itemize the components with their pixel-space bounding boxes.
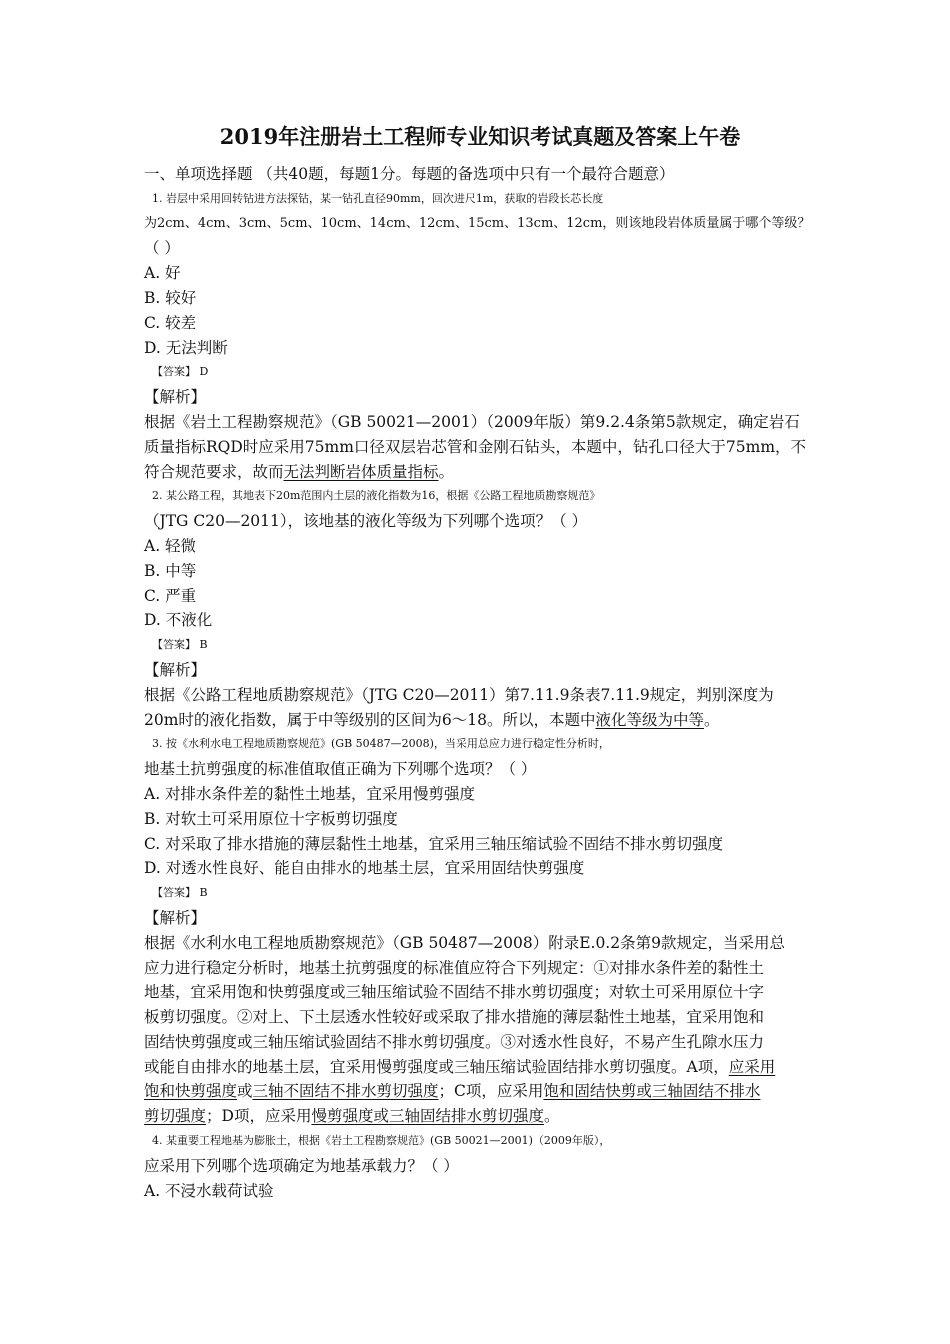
analysis-text: 符合规范要求，故而无法判断岩体质量指标。 (144, 462, 455, 481)
underlined-text: 剪切强度 (144, 1107, 207, 1126)
question-text: 应采用下列哪个选项确定为地基承载力？（ ） (144, 1156, 459, 1175)
analysis-text: 或能自由排水的地基土层，宜采用慢剪强度或三轴压缩试验固结排水剪切强度。A项，应采用 (144, 1057, 776, 1076)
question-text: 3. 按《水利水电工程地质勘察规范》(GB 50487—2008)，当采用总应力进行稳定性分析时， (152, 737, 610, 751)
option-c: C. 严重 (144, 586, 197, 605)
option-a: A. 好 (144, 264, 181, 283)
underlined-text: 饱和固结快剪或三轴固结不排水 (543, 1082, 761, 1101)
question-text: （ ） (144, 239, 180, 258)
question-1 (144, 187, 816, 485)
analysis-label: 【解析】 (144, 908, 207, 927)
analysis-text: 20m时的液化指数，属于中等级别的区间为6～18。所以，本题中液化等级为中等。 (144, 710, 720, 729)
question-text: 4. 某重要工程地基为膨胀土，根据《岩土工程勘察规范》(GB 50021—2001)（2009年版）， (152, 1134, 611, 1148)
analysis-text: 质量指标RQD时应采用75mm口径双层岩芯管和金刚石钻头，本题中，钻孔口径大于75mm，不 (144, 437, 807, 456)
option-c: C. 对采取了排水措施的薄层黏性土地基，宜采用三轴压缩试验不固结不排水剪切强度 (144, 834, 724, 853)
underlined-text: 液化等级为中等 (595, 710, 705, 729)
answer: 【答案】 D (152, 365, 209, 379)
option-b: B. 较好 (144, 288, 197, 307)
question-text: 2. 某公路工程，其地表下20m范围内土层的液化指数为16，根据《公路工程地质勘察规范》 (152, 489, 601, 503)
underlined-text: 无法判断岩体质量指标 (283, 462, 439, 481)
section-heading: 一、单项选择题 （共40题，每题1分。每题的备选项中只有一个最符合题意） (144, 165, 675, 183)
analysis-text: 根据《水利水电工程地质勘察规范》（GB 50487—2008）附录E.0.2条第9款规定，当采用总 (144, 933, 785, 952)
option-c: C. 较差 (144, 313, 197, 332)
document-title: 2019年注册岩土工程师专业知识考试真题及答案上午卷 (219, 124, 741, 149)
underlined-text: 慢剪强度或三轴固结排水剪切强度 (311, 1107, 544, 1126)
option-d: D. 对透水性良好、能自由排水的地基土层，宜采用固结快剪强度 (144, 859, 585, 878)
answer: 【答案】 B (152, 638, 208, 652)
question-text: （JTG C20—2011），该地基的液化等级为下列哪个选项？（ ） (144, 512, 588, 531)
option-a: A. 轻微 (144, 536, 197, 555)
analysis-label: 【解析】 (144, 388, 207, 407)
analysis-text: 固结快剪强度或三轴压缩试验固结不排水剪切强度。③对透水性良好，不易产生孔隙水压力 (144, 1032, 765, 1051)
question-text: 地基土抗剪强度的标准值取值正确为下列哪个选项？（ ） (144, 760, 537, 779)
question-text: 1. 岩层中采用回转钻进方法探钻，某一钻孔直径90mm，回次进尺1m，获取的岩段长芯长度 (152, 191, 604, 205)
option-a: A. 对排水条件差的黏性土地基，宜采用慢剪强度 (144, 784, 476, 803)
analysis-text: 饱和快剪强度或三轴不固结不排水剪切强度；C项，应采用饱和固结快剪或三轴固结不排水 (144, 1082, 761, 1101)
underlined-text: 饱和快剪强度 (144, 1082, 238, 1101)
analysis-text: 根据《公路工程地质勘察规范》（JTG C20—2011）第7.11.9条表7.11.9规定，判别深度为 (144, 685, 774, 704)
analysis-text: 地基，宜采用饱和快剪强度或三轴压缩试验不固结不排水剪切强度；对软土可采用原位十字 (144, 983, 765, 1002)
question-3 (144, 732, 816, 1129)
document-page (144, 122, 816, 1203)
option-d: D. 不液化 (144, 611, 213, 630)
answer: 【答案】 B (152, 886, 208, 900)
question-4 (144, 1129, 816, 1203)
question-text: 为2cm、4cm、3cm、5cm、10cm、14cm、12cm、15cm、13cm、12cm，则该地段岩体质量属于哪个等级？ (144, 215, 811, 231)
underlined-text: 三轴不固结不排水剪切强度 (252, 1082, 439, 1101)
option-b: B. 中等 (144, 561, 197, 580)
analysis-text: 剪切强度；D项，应采用慢剪强度或三轴固结排水剪切强度。 (144, 1107, 560, 1126)
analysis-text: 应力进行稳定分析时，地基土抗剪强度的标准值应符合下列规定：①对排水条件差的黏性土 (144, 958, 765, 977)
analysis-label: 【解析】 (144, 660, 207, 679)
option-a: A. 不浸水载荷试验 (144, 1181, 274, 1200)
option-d: D. 无法判断 (144, 338, 228, 357)
analysis-text: 板剪切强度。②对上、下土层透水性较好或采取了排水措施的薄层黏性土地基，宜采用饱和 (144, 1008, 765, 1027)
underlined-text: 应采用 (728, 1057, 776, 1076)
analysis-text: 根据《岩土工程勘察规范》（GB 50021—2001）（2009年版）第9.2.4条第5款规定，确定岩石 (144, 412, 800, 431)
question-2 (144, 484, 816, 732)
option-b: B. 对软土可采用原位十字板剪切强度 (144, 809, 398, 828)
